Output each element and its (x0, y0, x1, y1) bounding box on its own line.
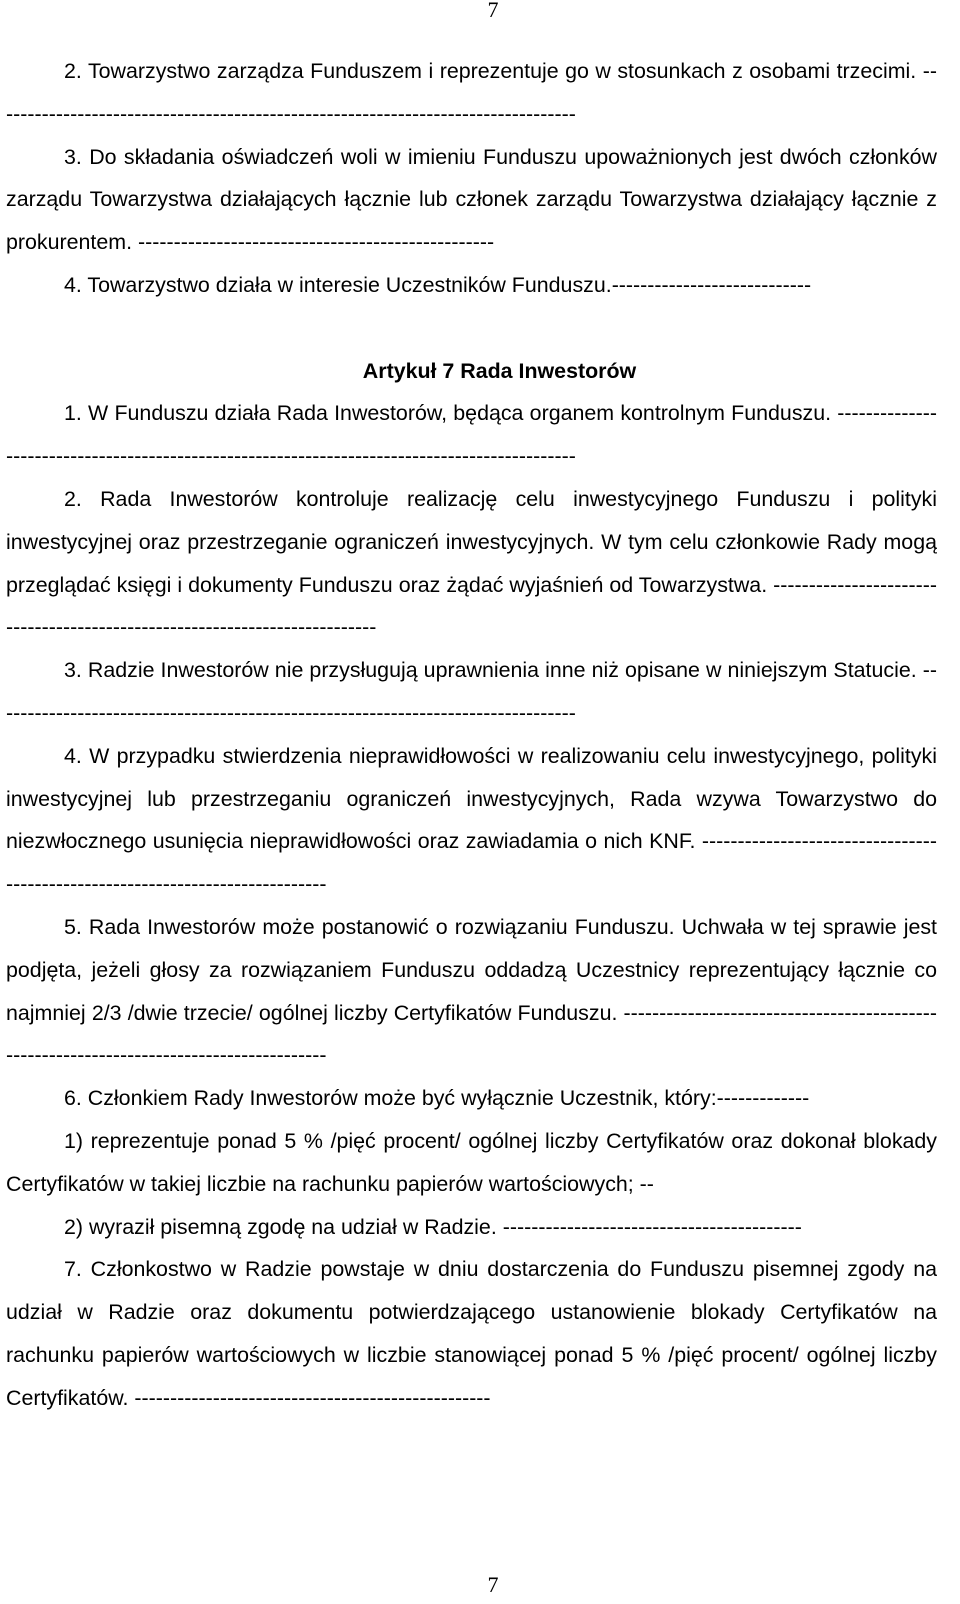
article-paragraph-6-item-1: 1) reprezentuje ponad 5 % /pięć procent/ ogólnej liczby Certyfikatów oraz dokonał blokady Certyfikatów w takiej liczbie na rachunku papierów wartościowych; -- (6, 1128, 937, 1196)
paragraph-2: 2. Towarzystwo zarządza Funduszem i reprezentuje go w stosunkach z osobami trzecimi. ---------------------------------------------------------------------------------- (6, 59, 937, 126)
page-number-bottom: 7 (487, 1572, 499, 1597)
article-paragraph-6-item-2: 2) wyraził pisemną zgodę na udział w Radzie. ------------------------------------------ (64, 1214, 802, 1239)
article-paragraph-7: 7. Członkostwo w Radzie powstaje w dniu dostarczenia do Funduszu pisemnej zgody na udział w Radzie oraz dokumentu potwierdzającego ustanowienie blokady Certyfikatów na rachunku papierów wartościowych w liczbie stanowiącej ponad 5 % /pięć procent/ ogólnej liczby Certyfikatów. -------------------------------------------------- (6, 1257, 937, 1410)
spacer (6, 307, 937, 350)
article-paragraph-1: 1. W Funduszu działa Rada Inwestorów, będąca organem kontrolnym Funduszu. ---------------------------------------------------------------------------------------------- (6, 401, 937, 469)
document-body (6, 50, 937, 1420)
article-paragraph-6: 6. Członkiem Rady Inwestorów może być wyłącznie Uczestnik, który:------------- (64, 1086, 810, 1111)
article-paragraph-3: 3. Radzie Inwestorów nie przysługują uprawnienia inne niż opisane w niniejszym Statucie. ---------------------------------------------------------------------------------- (6, 658, 937, 725)
article-heading: Artykuł 7 Rada Inwestorów (362, 358, 637, 383)
paragraph-3: 3. Do składania oświadczeń woli w imieniu Funduszu upoważnionych jest dwóch członków zarządu Towarzystwa działających łącznie lub członek zarządu Towarzystwa działający łącznie z prokurentem. -------------------------------------------------- (6, 144, 937, 255)
paragraph-4: 4. Towarzystwo działa w interesie Uczestników Funduszu.---------------------------- (64, 272, 812, 297)
article-paragraph-5: 5. Rada Inwestorów może postanowić o rozwiązaniu Funduszu. Uchwała w tej sprawie jest podjęta, jeżeli głosy za rozwiązaniem Funduszu oddadzą Uczestnicy reprezentujący łącznie co najmniej 2/3 /dwie trzecie/ ogólnej liczby Certyfikatów Funduszu. ----------------------------------------------------------------------------------------- (6, 914, 937, 1068)
article-paragraph-2: 2. Rada Inwestorów kontroluje realizację celu inwestycyjnego Funduszu i polityki inwestycyjnej oraz przestrzeganie ograniczeń inwestycyjnych. W tym celu członkowie Rady mogą przeglądać księgi i dokumenty Funduszu oraz żądać wyjaśnień od Towarzystwa. --------------------------------------------------------------------------- (6, 486, 937, 640)
article-paragraph-4: 4. W przypadku stwierdzenia nieprawidłowości w realizowaniu celu inwestycyjnego, polityki inwestycyjnej lub przestrzeganiu ograniczeń inwestycyjnych, Rada wzywa Towarzystwo do niezwłocznego usunięcia nieprawidłowości oraz zawiadamia o nich KNF. ------------------------------------------------------------------------------ (6, 743, 937, 897)
page-number-top: 7 (487, 0, 499, 22)
